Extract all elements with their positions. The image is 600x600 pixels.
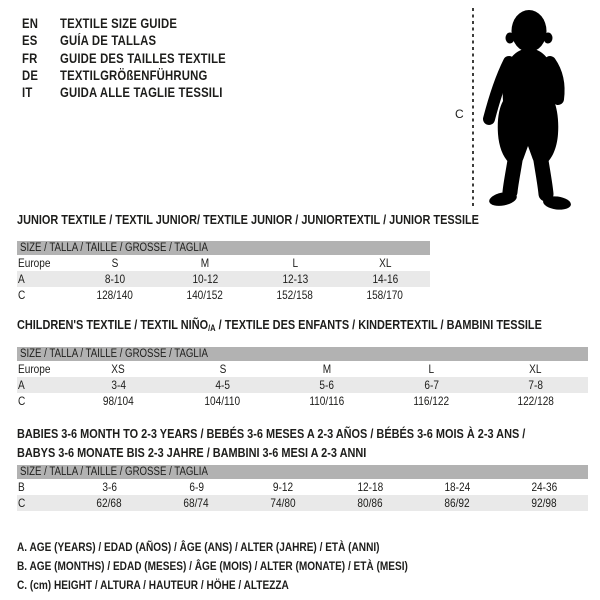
size-cell: M <box>200 256 210 270</box>
footnote-a: A. AGE (YEARS) / EDAD (AÑOS) / ÂGE (ANS) / ALTER (JAHRE) / ETÀ (ANNI) <box>17 539 380 554</box>
height-cell: 92/98 <box>531 496 558 510</box>
language-code: IT <box>22 85 33 101</box>
footnote-b: B. AGE (MONTHS) / EDAD (MESES) / ÂGE (MOIS) / ALTER (MONATE) / ETÀ (MESI) <box>17 558 408 573</box>
row-label: Europe <box>18 362 51 376</box>
language-guide-list <box>22 15 258 101</box>
row-label: A <box>18 272 25 286</box>
row-label: C <box>18 394 26 408</box>
age-cell: 9-12 <box>273 480 294 494</box>
language-row <box>22 84 258 101</box>
height-cell: 122/128 <box>517 394 555 408</box>
size-cell: L <box>292 256 298 270</box>
size-header-band: SIZE / TALLA / TAILLE / GRÖSSE / TAGLIA <box>17 465 588 479</box>
language-row <box>22 15 258 32</box>
age-cell: 10-12 <box>192 272 218 286</box>
height-cell: 140/152 <box>186 288 224 302</box>
height-cell: 128/140 <box>96 288 134 302</box>
table-row-height <box>17 495 588 511</box>
height-cell: 158/170 <box>366 288 404 302</box>
language-label: GUIDE DES TAILLES TEXTILE <box>60 50 226 66</box>
row-label: C <box>18 288 26 302</box>
language-code: ES <box>22 33 38 49</box>
footnotes <box>17 537 482 595</box>
table-row-europe <box>17 361 588 377</box>
height-cell: 86/92 <box>444 496 471 510</box>
babies-section-title: BABIES 3-6 MONTH TO 2-3 YEARS / BEBÉS 3-6 MESES A 2-3 AÑOS / BÉBÉS 3-6 MOIS À 2-3 ANS / BABYS 3-6 MONATE BIS 2-3 JAHRE / BAMBINI 3-6 MESI A 2-3 ANNI <box>17 426 526 460</box>
age-cell: 4-5 <box>215 378 230 392</box>
table-row-height <box>17 287 430 303</box>
height-cell: 116/122 <box>413 394 450 408</box>
row-label: B <box>18 480 25 494</box>
size-cell: S <box>111 256 119 270</box>
size-cell: M <box>322 362 332 376</box>
size-cell: XL <box>529 362 542 376</box>
language-row <box>22 67 258 84</box>
height-measure-dashed-line <box>472 8 474 207</box>
height-cell: 98/104 <box>102 394 134 408</box>
size-cell: XL <box>378 256 392 270</box>
language-label: GUIDA ALLE TAGLIE TESSILI <box>60 85 223 101</box>
children-section-title: CHILDREN'S TEXTILE / TEXTIL $NIÑO_{/A}$ / TEXTILE DES ENFANTS / KINDERTEXTIL / BAMBINI TESSILE <box>17 317 542 333</box>
row-label: Europe <box>18 256 51 270</box>
age-cell: 6-9 <box>189 480 204 494</box>
junior-size-table <box>17 241 430 303</box>
language-row <box>22 50 258 67</box>
language-row <box>22 32 258 49</box>
age-cell: 5-6 <box>319 378 335 392</box>
age-cell: 12-13 <box>282 272 308 286</box>
row-label: A <box>18 378 25 392</box>
table-row-height <box>17 393 588 409</box>
table-row-europe <box>17 255 430 271</box>
age-cell: 7-8 <box>528 378 544 392</box>
size-cell: XS <box>111 362 125 376</box>
age-cell: 8-10 <box>104 272 126 286</box>
children-size-table <box>17 347 588 409</box>
babies-size-table <box>17 465 588 511</box>
size-header-band: SIZE / TALLA / TAILLE / GRÖSSE / TAGLIA <box>17 347 588 361</box>
height-measure-label: C <box>455 107 464 121</box>
height-cell: 110/116 <box>309 394 345 408</box>
junior-section-title: JUNIOR TEXTILE / TEXTIL JUNIOR/ TEXTILE JUNIOR / JUNIORTEXTIL / JUNIOR TESSILE <box>17 212 479 227</box>
language-label: GUÍA DE TALLAS <box>60 33 157 49</box>
nino-a-subscript: /A <box>208 323 216 333</box>
age-cell: 12-18 <box>357 480 384 494</box>
language-code: FR <box>22 50 38 66</box>
footnote-c: C. (cm) HEIGHT / ALTURA / HAUTEUR / HÖHE / ALTEZZA <box>17 577 289 592</box>
language-label: TEXTILGRÖßENFÜHRUNG <box>60 68 208 84</box>
language-label: TEXTILE SIZE GUIDE <box>60 16 178 32</box>
size-cell: L <box>428 362 435 376</box>
height-cell: 74/80 <box>270 496 297 510</box>
age-cell: 3-4 <box>110 378 126 392</box>
height-cell: 104/110 <box>204 394 241 408</box>
age-cell: 18-24 <box>444 480 471 494</box>
age-cell: 3-6 <box>102 480 117 494</box>
row-label: C <box>18 496 26 510</box>
toddler-silhouette-icon <box>477 6 577 211</box>
age-cell: 6-7 <box>424 378 439 392</box>
table-row-age-months <box>17 479 588 495</box>
language-code: DE <box>22 68 39 84</box>
age-cell: 14-16 <box>372 272 398 286</box>
age-cell: 24-36 <box>531 480 558 494</box>
table-row-age <box>17 271 430 287</box>
height-cell: 68/74 <box>183 496 210 510</box>
height-cell: 80/86 <box>357 496 384 510</box>
height-cell: 62/68 <box>96 496 123 510</box>
language-code: EN <box>22 16 39 32</box>
height-cell: 152/158 <box>276 288 314 302</box>
table-row-age <box>17 377 588 393</box>
size-header-band: SIZE / TALLA / TAILLE / GRÖSSE / TAGLIA <box>17 241 430 255</box>
size-cell: S <box>219 362 226 376</box>
